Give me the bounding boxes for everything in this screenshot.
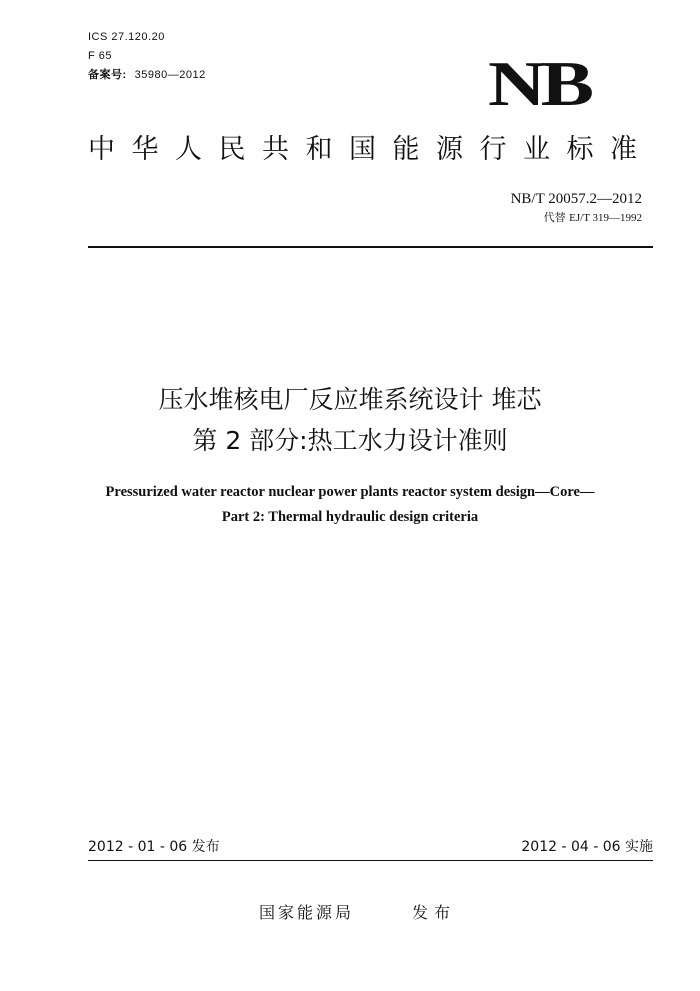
- registration-value: 35980—2012: [134, 69, 206, 81]
- footer-divider: [88, 860, 653, 861]
- issuing-authority: 国家能源局: [259, 903, 355, 922]
- issue-date: 2012 - 01 - 06 发布: [88, 839, 220, 855]
- registration-label: 备案号:: [88, 69, 127, 81]
- chinese-title-line-1: 压水堆核电厂反应堆系统设计 堆芯: [158, 385, 542, 414]
- english-title-line-1: Pressurized water reactor nuclear power plants reactor system design—Core—: [105, 484, 595, 500]
- issued-label: 发布: [412, 903, 457, 922]
- industry-standard-title: 中华人民共和国能源行业标准: [88, 134, 654, 165]
- replaces-standard: [544, 211, 642, 225]
- standard-number: NB/T 20057.2—2012: [510, 191, 642, 207]
- nb-logo: NB: [488, 48, 590, 119]
- replaces-value: EJ/T 319—1992: [569, 212, 642, 224]
- ics-code: ICS 27.120.20: [88, 31, 165, 43]
- implementation-date: 2012 - 04 - 06 实施: [521, 839, 653, 855]
- ccs-code: F 65: [88, 50, 113, 62]
- chinese-title-line-2: 第 2 部分:热工水力设计准则: [192, 426, 508, 455]
- registration-number: [88, 68, 206, 82]
- replaces-prefix: 代替: [543, 211, 566, 224]
- english-title-line-2: Part 2: Thermal hydraulic design criteria: [221, 509, 479, 525]
- header-divider: [88, 246, 653, 248]
